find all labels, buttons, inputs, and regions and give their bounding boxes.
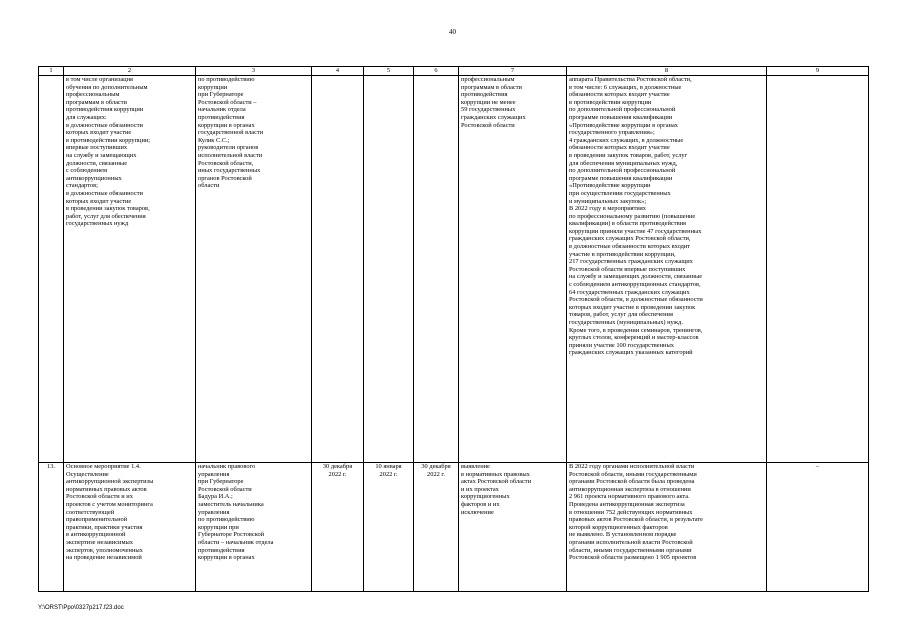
cell-text-line: начальник правового (198, 463, 256, 470)
cell-text-line: факторов и их (461, 500, 500, 508)
cell-text-line: государственного управления»; (569, 129, 655, 137)
table-cell-c4 (312, 76, 364, 463)
table-cell-c9 (767, 76, 869, 463)
cell-text-line: в должностные обязанности (66, 189, 143, 197)
cell-text-line: В 2022 году в мероприятиях (569, 205, 646, 213)
cell-text-line: которых входит участие в проведении закупок (569, 303, 696, 311)
cell-text-line: на проведение независимой (66, 554, 142, 562)
table-cell-c6 (414, 463, 459, 592)
table-cell-c9 (767, 463, 869, 592)
table-header-row (39, 67, 869, 76)
cell-text-line: противодействия (461, 91, 508, 99)
cell-text-line: обязанности которых входит участие (569, 91, 670, 99)
cell-text-line: экспертов, уполномоченных (66, 546, 143, 554)
table-cell-c6 (414, 76, 459, 463)
cell-text-line: для обеспечения муниципальных нужд, (569, 159, 678, 167)
cell-text-line: государственной власти (198, 129, 264, 137)
cell-text-line: в должностные обязанности которых входит (569, 243, 691, 251)
cell-text-line: государственных нужд (66, 220, 129, 228)
page-number: 40 (449, 28, 456, 36)
cell-text-line: обязанности которых входит участие (569, 144, 670, 152)
cell-text-line: правоприменительной (66, 516, 128, 524)
column-header-2: 2 (64, 67, 196, 76)
cell-text-line: Ростовской области (461, 121, 515, 129)
cell-text-line: В 2022 году органами исполнительной власти (569, 463, 695, 470)
cell-text-line: противодействия коррупции (66, 106, 144, 114)
table-row (39, 463, 869, 592)
cell-text-line: Ростовской области, иными государственными (569, 470, 697, 478)
cell-text-line: области (198, 182, 220, 190)
cell-text-line: Ростовской области впервые поступивших (569, 265, 686, 273)
cell-text-line: аппарата Правительства Ростовской области, (569, 76, 692, 83)
table-cell-c8 (567, 76, 767, 463)
cell-text-line: и муниципальных закупок»; (569, 197, 647, 205)
cell-text-line: профессиональным (461, 76, 515, 83)
document-table (38, 66, 869, 592)
cell-text-line: в отношении 752 действующих нормативных (569, 508, 693, 516)
table-cell-c1 (39, 463, 64, 592)
cell-text-line: гражданских служащих указанных категорий (569, 349, 693, 357)
cell-text-line: 2022 г. (328, 470, 347, 478)
cell-text-line: должности, связанные (66, 159, 128, 167)
cell-text-line: товаров, работ, услуг для обеспечения (569, 311, 673, 319)
cell-text-line: коррупциогенных (461, 493, 510, 501)
cell-text-line: органами исполнительной власти Ростовской (569, 538, 693, 546)
cell-text-line: программе повышения квалификации (569, 174, 673, 182)
cell-text-line: правовых актов Ростовской области, в результате (569, 516, 704, 524)
cell-text-line: 13. (47, 463, 55, 470)
cell-text-line: Ростовской области, в должностные обязанности (569, 296, 703, 304)
cell-text-line: Основное мероприятие 1.4. (66, 463, 141, 470)
cell-text-line: Ростовской области и их (66, 493, 133, 501)
cell-text-line: работ, услуг для обеспечения (66, 212, 146, 220)
cell-text-line: при Губернаторе (198, 91, 244, 99)
cell-text-line: по дополнительной профессиональной (569, 106, 676, 114)
cell-text-line: в проведении закупок товаров, работ, услуг (569, 151, 688, 159)
cell-text-line: программам в области (461, 83, 522, 91)
cell-text-line: обучения по дополнительным (66, 83, 148, 91)
cell-text-line: впервые поступивших (66, 144, 128, 152)
cell-text-line: в проведении закупок товаров, (66, 205, 150, 213)
cell-text-line: 10 января (375, 463, 402, 470)
cell-text-line: в том числе организация (66, 76, 133, 83)
cell-text-line: с соблюдением (66, 167, 108, 175)
cell-text-line: начальник отдела (198, 106, 246, 114)
table-cell-c7 (459, 463, 567, 592)
column-header-8: 8 (567, 67, 767, 76)
table-cell-c3 (196, 463, 312, 592)
cell-text-line: антикоррупционная экспертиза в отношении (569, 485, 691, 493)
cell-text-line: участие в противодействии коррупции, (569, 250, 676, 258)
cell-text-line: по профессиональному развитию (повышение (569, 212, 696, 220)
cell-text-line: коррупции при (198, 523, 239, 531)
cell-text-line: коррупции в органах (198, 554, 255, 562)
table-cell-c8 (567, 463, 767, 592)
column-header-1: 1 (39, 67, 64, 76)
cell-text-line: актах Ростовской области (461, 478, 532, 486)
cell-text-line: которых входит участие (66, 129, 132, 137)
file-path-footer: Y:\ORST\Ppo\0327p217.f23.doc (38, 605, 124, 611)
cell-text-line: гражданских служащих (461, 113, 526, 121)
cell-text-line: соответствующей (66, 508, 115, 516)
cell-text-line: по дополнительной профессиональной (569, 167, 676, 175)
cell-text-line: антикоррупционной экспертизы (66, 478, 154, 486)
cell-text-line: на службу и замещающих (66, 151, 137, 159)
table-cell-c3 (196, 76, 312, 463)
cell-text-line: иных государственных (198, 167, 261, 175)
cell-text-line: области – начальник отдела (198, 538, 274, 546)
cell-text-line: Ростовской области размещено 1 905 проектов (569, 554, 697, 562)
cell-text-line: гражданских служащих Ростовской области, (569, 235, 691, 243)
cell-text-line: при осуществлении государственных (569, 189, 671, 197)
cell-text-line: противодействия (198, 113, 245, 121)
cell-text-line: 30 декабря (322, 463, 353, 470)
cell-text-line: Бадура И.А.; (198, 493, 233, 501)
cell-text-line: исполнительной власти (198, 151, 263, 159)
table-cell-c5 (364, 463, 414, 592)
column-header-4: 4 (312, 67, 364, 76)
cell-text-line: исключение (461, 508, 494, 516)
cell-text-line: 59 государственных (461, 106, 516, 114)
cell-text-line: 2022 г. (427, 470, 445, 478)
column-header-7: 7 (459, 67, 567, 76)
cell-text-line: экспертизе независимых (66, 538, 133, 546)
cell-text-line: для служащих: (66, 113, 107, 121)
cell-text-line: в нормативных правовых (461, 470, 530, 478)
column-header-6: 6 (414, 67, 459, 76)
cell-text-line: 217 государственных гражданских служащих (569, 258, 693, 266)
cell-text-line: 2 961 проекта нормативного правового акта. (569, 493, 690, 501)
table-row (39, 76, 869, 463)
cell-text-line: Проведена антикоррупционная экспертиза (569, 500, 685, 508)
cell-text-line: в антикоррупционной (66, 531, 126, 539)
cell-text-line: практики, практики участия (66, 523, 143, 531)
cell-text-line: с соблюдением антикоррупционных стандартов, (569, 281, 701, 289)
cell-text-line: управления (198, 470, 230, 478)
cell-text-line: программе повышения квалификации (569, 113, 673, 121)
cell-text-line: Осуществление (66, 470, 109, 478)
cell-text-line: 30 декабря (421, 463, 451, 470)
cell-text-line: нормативных правовых актов (66, 485, 147, 493)
cell-text-line: приняли участие 100 государственных (569, 341, 674, 349)
cell-text-line: коррупции (198, 83, 228, 91)
cell-text-line: в противодействии коррупции; (66, 136, 151, 144)
cell-text-line: антикоррупционных (66, 174, 122, 182)
column-header-3: 3 (196, 67, 312, 76)
cell-text-line: в противодействии коррупции (569, 98, 652, 106)
cell-text-line: Кулик С.С.; (198, 136, 230, 144)
cell-text-line: Ростовской области – (198, 98, 257, 106)
cell-text-line: Кроме того, в проведении семинаров, тренингов, (569, 326, 703, 334)
cell-text-line: 4 гражданских служащих, в должностные (569, 136, 684, 144)
cell-text-line: коррупции в органах (198, 121, 255, 129)
cell-text-line: Ростовской области (198, 485, 252, 493)
cell-text-line: коррупции не менее (461, 98, 516, 106)
cell-text-line: государственных (муниципальных) нужд. (569, 319, 683, 326)
cell-text-line: органами Ростовской области была проведена (569, 478, 695, 486)
cell-text-line: стандартов; (66, 182, 98, 190)
cell-text-line: по противодействию (198, 516, 255, 524)
cell-text-line: на службу и замещающих должности, связанные (569, 273, 703, 281)
cell-text-line: заместитель начальника (198, 500, 264, 508)
table-cell-c2 (64, 463, 196, 592)
cell-text-line: и их проектах (461, 485, 499, 493)
cell-text-line: «Противодействие коррупции (569, 182, 651, 190)
cell-text-line: которых входит участие (66, 197, 132, 205)
cell-text-line: выявление (461, 463, 490, 470)
cell-text-line: коррупции приняли участие 47 государственных (569, 227, 702, 235)
cell-text-line: «Противодействие коррупции в органах (569, 121, 678, 129)
cell-text-line: области, иными государственными органами (569, 546, 692, 554)
cell-text-line: 2022 г. (379, 470, 398, 478)
table-cell-c2 (64, 76, 196, 463)
cell-text-line: профессиональным (66, 91, 120, 99)
cell-text-line: круглых столов, конференций и мастер-классов (569, 334, 699, 342)
cell-text-line: – (815, 463, 820, 470)
cell-text-line: в том числе: 6 служащих, в должностные (569, 83, 682, 91)
column-header-9: 9 (767, 67, 869, 76)
table-cell-c7 (459, 76, 567, 463)
cell-text-line: программам в области (66, 98, 127, 106)
cell-text-line: органов Ростовской (198, 174, 252, 182)
column-header-5: 5 (364, 67, 414, 76)
cell-text-line: в должностные обязанности (66, 121, 143, 129)
cell-text-line: квалификации) в области противодействия (569, 220, 686, 228)
cell-text-line: проектов с учетом мониторинга (66, 500, 153, 508)
cell-text-line: при Губернаторе (198, 478, 244, 486)
cell-text-line: Ростовской области, (198, 159, 254, 167)
table-cell-c5 (364, 76, 414, 463)
cell-text-line: руководители органов (198, 144, 259, 152)
cell-text-line: не выявлено. В установленном порядке (569, 531, 677, 539)
table-cell-c4 (312, 463, 364, 592)
cell-text-line: Губернаторе Ростовской (198, 531, 265, 539)
table-cell-c1 (39, 76, 64, 463)
cell-text-line: противодействия (198, 546, 245, 554)
cell-text-line: 64 государственных гражданских служащих (569, 288, 690, 296)
cell-text-line: управления (198, 508, 230, 516)
cell-text-line: которой коррупциогенных факторов (569, 523, 668, 531)
cell-text-line: по противодействию (198, 76, 255, 83)
